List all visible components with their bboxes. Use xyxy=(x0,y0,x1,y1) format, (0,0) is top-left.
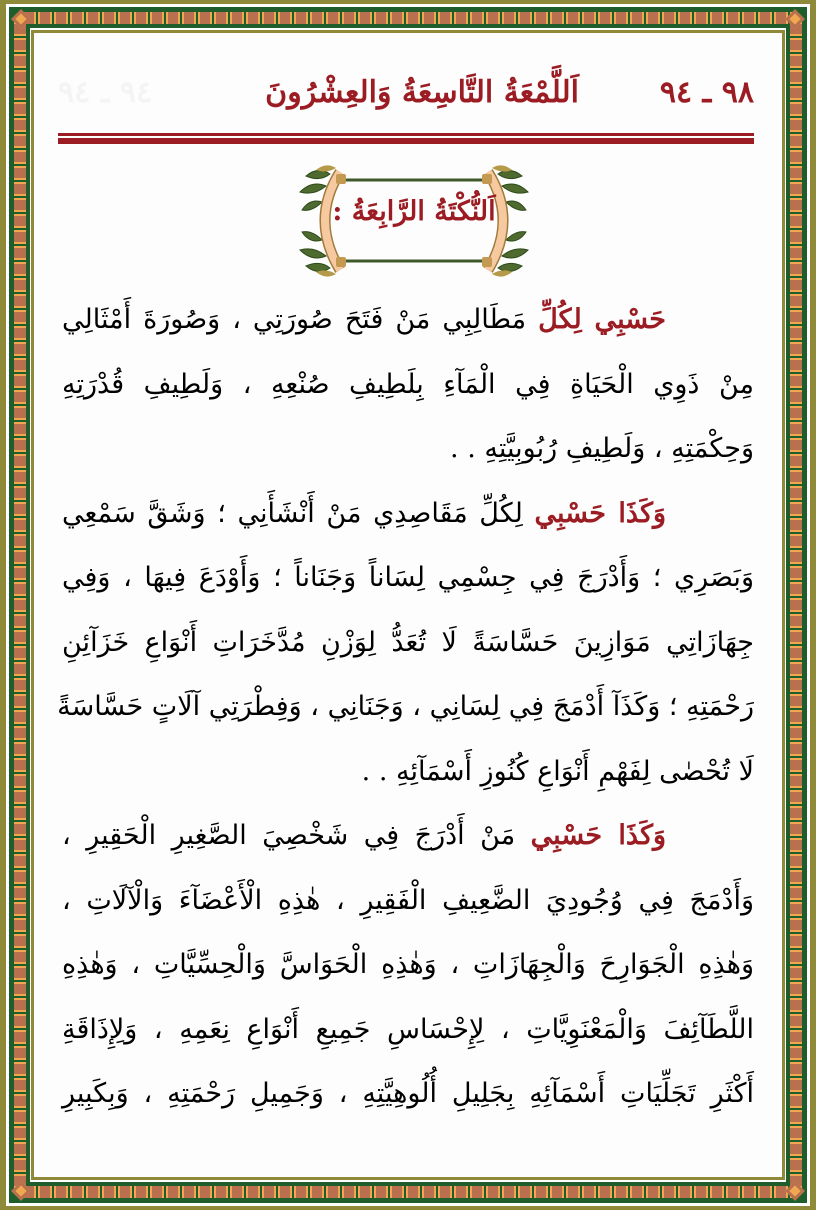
text-line: وَبَصَرِي ؛ وَأَدْرَجَ فِي جِسْمِي لِسَاناً وَجَنَاناً ؛ وَأَوْدَعَ فِيهَا ، وَفِي xyxy=(62,562,754,593)
text-line xyxy=(62,482,754,547)
running-header xyxy=(58,73,754,133)
border-chain-pattern-bottom xyxy=(22,1186,794,1198)
text-line xyxy=(62,804,754,869)
paragraph xyxy=(57,482,754,805)
header-rule-thin xyxy=(58,133,754,136)
section-title-ornament xyxy=(296,158,532,283)
text-line: وَأَدْمَجَ فِي وُجُودِيَ الضَّعِيفِ الْفَقِيرِ ، هٰذِهِ الْأَعْضَآءَ وَالْآلَاتِ ، xyxy=(62,884,754,916)
text-line: جِهَازَاتِي مَوَازِينَ حَسَّاسَةً لَا تُعَدُّ لِوَزْنِ مُدَّخَرَاتِ أَنْوَاعِ خَزَآئِنِ xyxy=(62,626,754,658)
border-chain-pattern-top xyxy=(22,12,794,24)
chapter-title: اَللَّمْعَةُ التَّاسِعَةُ وَالعِشْرُونَ xyxy=(265,75,579,110)
paragraph xyxy=(62,288,754,482)
text-line: اللَّطَآئِفَ وَالْمَعْنَوِيَّاتِ ، لِإِحْسَاسِ جَمِيعِ أَنْوَاعِ نِعَمِهِ ، وَلِإِذَاقَةِ xyxy=(62,1013,754,1045)
lead-phrase: حَسْبِي لِكُلِّ xyxy=(538,304,666,335)
text-line: وَحِكْمَتِهِ ، وَلَطِيفِ رُبُوبِيَّتِهِ . . xyxy=(450,433,754,464)
header-rule-thick xyxy=(58,138,754,144)
lead-phrase: وَكَذَا حَسْبِي xyxy=(534,497,666,529)
paragraph xyxy=(62,804,754,1127)
line-text: مَطَالِبِي مَنْ فَتَحَ صُورَتِي ، وَصُورَةَ أَمْثَالِي xyxy=(62,304,539,335)
ghost-page-range: ٩٤ ـ ٩٤ xyxy=(58,75,153,110)
text-line: لَا تُحْصٰى لِفَهْمِ أَنْوَاعِ كُنُوزِ أَسْمَآئِهِ . . xyxy=(361,755,754,787)
body-text xyxy=(57,288,754,1127)
lead-phrase: وَكَذَا حَسْبِي xyxy=(530,820,666,851)
line-text: لِكُلِّ مَقَاصِدِي مَنْ أَنْشَأَنِي ؛ وَشَقَّ سَمْعِي xyxy=(62,497,535,529)
page-content xyxy=(34,33,782,1177)
text-line xyxy=(62,288,754,353)
border-chain-pattern-left xyxy=(14,22,26,1188)
text-line: وَهٰذِهِ الْجَوَارِحَ وَالْجِهَازَاتِ ، وَهٰذِهِ الْحَوَاسَّ وَالْحِسِّيَّاتِ ، وَهٰذِهِ xyxy=(62,949,754,980)
section-title: اَلنُّكْتَةُ الرَّابِعَةُ : xyxy=(332,196,496,227)
text-line: رَحْمَتِهِ ؛ وَكَذَآ أَدْمَجَ فِي لِسَانِي ، وَجَنَانِي ، وَفِطْرَتِي آلَاتٍ حَسَّاسَةً xyxy=(57,691,754,722)
text-line: أَكْثَرِ تَجَلِّيَاتِ أَسْمَآئِهِ بِجَلِيلِ أُلُوهِيَّتِهِ ، وَجَمِيلِ رَحْمَتِهِ ، وَبِكَبِيرِ xyxy=(62,1078,754,1109)
text-line: مِنْ ذَوِي الْحَيَاةِ فِي الْمَآءِ بِلَطِيفِ صُنْعِهِ ، وَلَطِيفِ قُدْرَتِهِ xyxy=(62,368,754,400)
border-chain-pattern-right xyxy=(790,22,802,1188)
page-range: ٩٨ ـ ٩٤ xyxy=(659,75,754,110)
line-text: مَنْ أَدْرَجَ فِي شَخْصِيَ الصَّغِيرِ الْحَقِيرِ ، xyxy=(62,820,531,851)
